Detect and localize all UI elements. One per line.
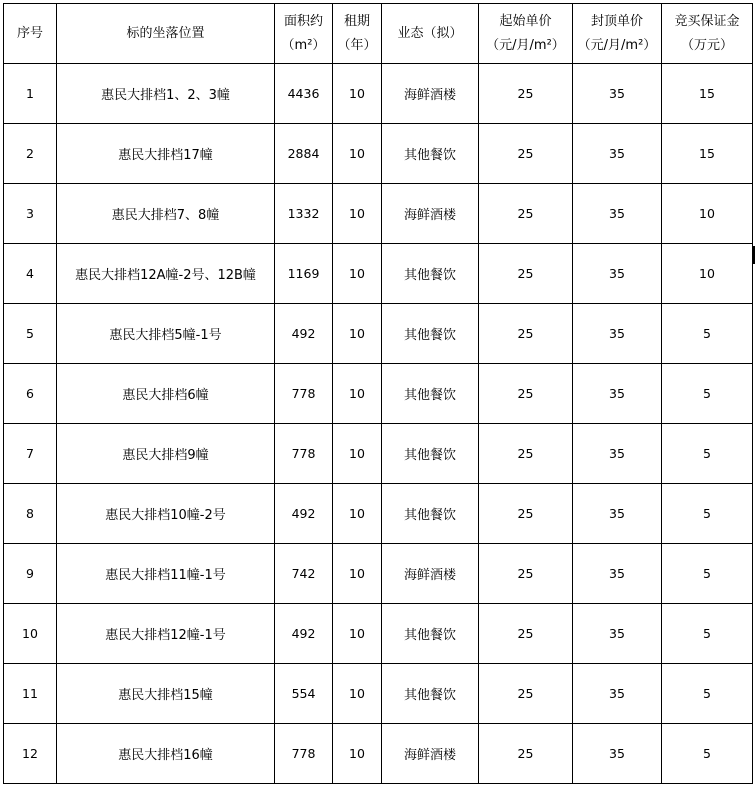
cell-location: 惠民大排档7、8幢 (57, 184, 275, 244)
cell-cap-price: 35 (573, 424, 662, 484)
table-row (4, 604, 753, 664)
cell-deposit: 15 (662, 64, 753, 124)
cell-format: 其他餐饮 (382, 664, 479, 724)
cell-term: 10 (333, 64, 382, 124)
cell-format: 其他餐饮 (382, 424, 479, 484)
cell-area: 492 (275, 484, 333, 544)
cell-cap-price: 35 (573, 184, 662, 244)
cell-format: 其他餐饮 (382, 124, 479, 184)
cell-area: 2884 (275, 124, 333, 184)
header-cap-price: 封顶单价 （元/月/m²） (573, 4, 662, 64)
header-term: 租期 （年） (333, 4, 382, 64)
cell-start-price: 25 (479, 664, 573, 724)
cell-start-price: 25 (479, 544, 573, 604)
cell-format: 海鲜酒楼 (382, 64, 479, 124)
cell-term: 10 (333, 724, 382, 784)
cell-location: 惠民大排档11幢-1号 (57, 544, 275, 604)
header-row (4, 4, 753, 64)
cell-start-price: 25 (479, 184, 573, 244)
cell-location: 惠民大排档15幢 (57, 664, 275, 724)
cell-cap-price: 35 (573, 484, 662, 544)
cell-format: 其他餐饮 (382, 604, 479, 664)
cell-area: 742 (275, 544, 333, 604)
table-row (4, 724, 753, 784)
cell-format: 海鲜酒楼 (382, 184, 479, 244)
cell-start-price: 25 (479, 424, 573, 484)
cell-cap-price: 35 (573, 124, 662, 184)
cell-deposit: 10 (662, 244, 753, 304)
cell-location: 惠民大排档1、2、3幢 (57, 64, 275, 124)
cell-location: 惠民大排档12幢-1号 (57, 604, 275, 664)
cell-term: 10 (333, 604, 382, 664)
cell-deposit: 5 (662, 364, 753, 424)
cell-deposit: 5 (662, 304, 753, 364)
cell-term: 10 (333, 364, 382, 424)
header-start-price: 起始单价 （元/月/m²） (479, 4, 573, 64)
cell-format: 海鲜酒楼 (382, 544, 479, 604)
cell-deposit: 5 (662, 484, 753, 544)
text-cursor-marker (753, 246, 755, 264)
cell-term: 10 (333, 184, 382, 244)
cell-start-price: 25 (479, 484, 573, 544)
cell-start-price: 25 (479, 304, 573, 364)
cell-format: 其他餐饮 (382, 244, 479, 304)
cell-no: 5 (4, 304, 57, 364)
table-row (4, 424, 753, 484)
cell-no: 6 (4, 364, 57, 424)
cell-cap-price: 35 (573, 544, 662, 604)
cell-deposit: 15 (662, 124, 753, 184)
cell-location: 惠民大排档12A幢-2号、12B幢 (57, 244, 275, 304)
cell-term: 10 (333, 304, 382, 364)
header-location: 标的坐落位置 (57, 4, 275, 64)
table-body (4, 64, 753, 784)
table-row (4, 124, 753, 184)
cell-cap-price: 35 (573, 664, 662, 724)
cell-cap-price: 35 (573, 244, 662, 304)
cell-format: 其他餐饮 (382, 364, 479, 424)
cell-area: 778 (275, 724, 333, 784)
table-row (4, 64, 753, 124)
cell-term: 10 (333, 664, 382, 724)
cell-format: 其他餐饮 (382, 484, 479, 544)
cell-area: 1332 (275, 184, 333, 244)
cell-area: 492 (275, 304, 333, 364)
cell-deposit: 5 (662, 664, 753, 724)
cell-location: 惠民大排档10幢-2号 (57, 484, 275, 544)
cell-cap-price: 35 (573, 364, 662, 424)
cell-start-price: 25 (479, 124, 573, 184)
cell-format: 海鲜酒楼 (382, 724, 479, 784)
cell-no: 7 (4, 424, 57, 484)
cell-area: 554 (275, 664, 333, 724)
cell-area: 1169 (275, 244, 333, 304)
table-row (4, 304, 753, 364)
table-row (4, 664, 753, 724)
cell-no: 8 (4, 484, 57, 544)
table-row (4, 484, 753, 544)
cell-term: 10 (333, 124, 382, 184)
table-row (4, 364, 753, 424)
cell-location: 惠民大排档5幢-1号 (57, 304, 275, 364)
cell-deposit: 5 (662, 604, 753, 664)
cell-start-price: 25 (479, 604, 573, 664)
cell-no: 1 (4, 64, 57, 124)
cell-area: 778 (275, 364, 333, 424)
header-format: 业态（拟） (382, 4, 479, 64)
cell-cap-price: 35 (573, 724, 662, 784)
cell-location: 惠民大排档17幢 (57, 124, 275, 184)
cell-deposit: 5 (662, 424, 753, 484)
cell-start-price: 25 (479, 244, 573, 304)
cell-cap-price: 35 (573, 304, 662, 364)
cell-deposit: 5 (662, 544, 753, 604)
table-row (4, 544, 753, 604)
header-area: 面积约 （m²） (275, 4, 333, 64)
cell-term: 10 (333, 484, 382, 544)
cell-start-price: 25 (479, 724, 573, 784)
lease-auction-table (3, 3, 753, 784)
table-row (4, 244, 753, 304)
cell-location: 惠民大排档9幢 (57, 424, 275, 484)
cell-term: 10 (333, 244, 382, 304)
cell-no: 11 (4, 664, 57, 724)
cell-no: 4 (4, 244, 57, 304)
table-row (4, 184, 753, 244)
cell-cap-price: 35 (573, 64, 662, 124)
cell-deposit: 10 (662, 184, 753, 244)
cell-cap-price: 35 (573, 604, 662, 664)
cell-term: 10 (333, 544, 382, 604)
cell-area: 492 (275, 604, 333, 664)
cell-no: 2 (4, 124, 57, 184)
cell-area: 778 (275, 424, 333, 484)
cell-no: 10 (4, 604, 57, 664)
cell-term: 10 (333, 424, 382, 484)
cell-no: 9 (4, 544, 57, 604)
cell-no: 3 (4, 184, 57, 244)
cell-deposit: 5 (662, 724, 753, 784)
cell-location: 惠民大排档6幢 (57, 364, 275, 424)
cell-format: 其他餐饮 (382, 304, 479, 364)
header-no: 序号 (4, 4, 57, 64)
cell-start-price: 25 (479, 364, 573, 424)
cell-location: 惠民大排档16幢 (57, 724, 275, 784)
cell-no: 12 (4, 724, 57, 784)
cell-start-price: 25 (479, 64, 573, 124)
header-deposit: 竞买保证金 （万元） (662, 4, 753, 64)
cell-area: 4436 (275, 64, 333, 124)
